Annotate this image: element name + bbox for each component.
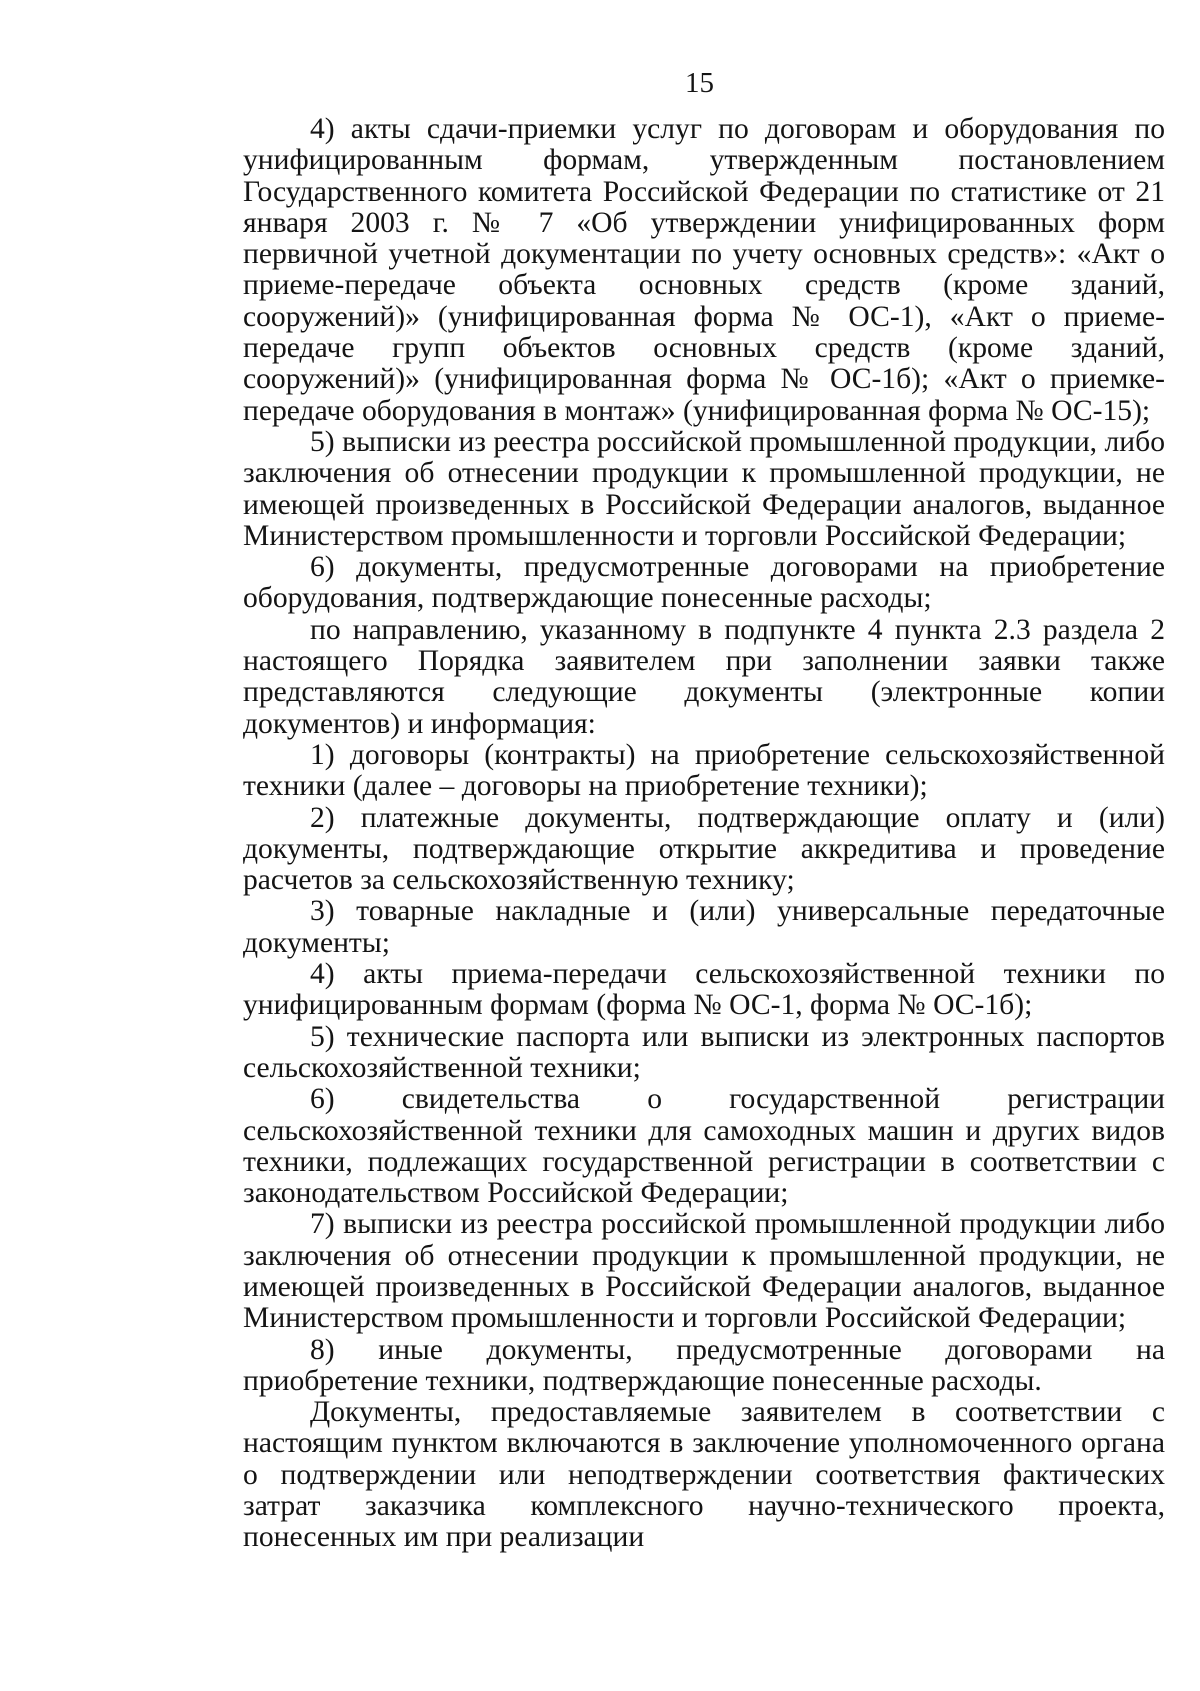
paragraph-registry-extracts: 5) выписки из реестра российской промышленной продукции, либо заключения об отнесении продукции к промышленной продукции, не имеющей произведенных в Российской Федерации аналогов, выданное Министерством промышленности и торговли Российской Федерации; [243,425,1165,552]
paragraph-technical-passports: 5) технические паспорта или выписки из электронных паспортов сельскохозяйственной техники; [243,1020,1165,1084]
paragraph-acts-services: 4) акты сдачи-приемки услуг по договорам и оборудования по унифицированным формам, утвержденным постановлением Государственного комитета Российской Федерации по статистике от 21 января 2003 г. № 7 «Об утверждении унифицированных форм первичной учетной документации по учету основных средств»: «Акт о приеме-передаче объекта основных средств (кроме зданий, сооружений)» (унифицированная форма № ОС-1), «Акт о приеме-передаче групп объектов основных средств (кроме зданий, сооружений)» (унифицированная форма № ОС-1б); «Акт о приемке-передаче оборудования в монтаж» (унифицированная форма № ОС-15); [243,113,1165,427]
paragraph-other-documents: 8) иные документы, предусмотренные договорами на приобретение техники, подтверждающие понесенные расходы. [243,1333,1165,1397]
paragraph-equipment-documents: 6) документы, предусмотренные договорами на приобретение оборудования, подтверждающие понесенные расходы; [243,551,1165,615]
document-body [243,114,1165,1554]
paragraph-documents-conclusion: Документы, предоставляемые заявителем в соответствии с настоящим пунктом включаются в заключение уполномоченного органа о подтверждении или неподтверждении соответствия фактических затрат заказчика комплексного научно-технического проекта, понесенных им при реализации [243,1396,1165,1554]
paragraph-registration-certificates: 6) свидетельства о государственной регистрации сельскохозяйственной техники для самоходных машин и других видов техники, подлежащих государственной регистрации в соответствии с законодательством Российской Федерации; [243,1083,1165,1210]
page-number: 15 [685,67,714,99]
paragraph-invoices: 3) товарные накладные и (или) универсальные передаточные документы; [243,895,1165,959]
paragraph-direction-intro: по направлению, указанному в подпункте 4 пункта 2.3 раздела 2 настоящего Порядка заявителем при заполнении заявки также представляются следующие документы (электронные копии документов) и информация: [243,613,1165,740]
paragraph-registry-extracts-machinery: 7) выписки из реестра российской промышленной продукции либо заключения об отнесении продукции к промышленной продукции, не имеющей произведенных в Российской Федерации аналогов, выданное Министерством промышленности и торговли Российской Федерации; [243,1208,1165,1335]
paragraph-acceptance-acts: 4) акты приема-передачи сельскохозяйственной техники по унифицированным формам (форма № ОС-1, форма № ОС-1б); [243,958,1165,1022]
paragraph-contracts: 1) договоры (контракты) на приобретение сельскохозяйственной техники (далее – договоры на приобретение техники); [243,738,1165,803]
paragraph-payment-documents: 2) платежные документы, подтверждающие оплату и (или) документы, подтверждающие открытие аккредитива и проведение расчетов за сельскохозяйственную технику; [243,801,1165,897]
